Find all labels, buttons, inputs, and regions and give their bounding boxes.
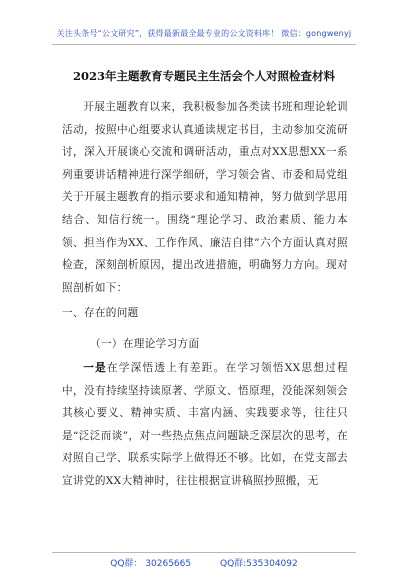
header-banner: 关注头条号“公文研究”，获得最新最全最专业的公文资料库！ 微信：gongwenyj: [56, 29, 352, 38]
footer-qq-group-2: QQ群:535304092: [219, 559, 298, 569]
intro-paragraph: 开展主题教育以来，我积极参加各类读书班和理论轮训活动，按照中心组要求认真通读规定书目，主动参加交流研讨，深入开展谈心交流和调研活动，重点对XX思想XX一系列重要讲话精神进行深学细研，学习领会省、市委和局党组关于开展主题教育的指示要求和通知精神，努力做到学思用结合、知信行统一。围绕“理论学习、政治素质、能力本领、担当作为XX、工作作风、廉洁自律”六个方面认真对照检查，深刻剖析原因，提出改进措施，明确努力方向。现对照剖析如下：: [62, 101, 348, 294]
footer: [0, 556, 408, 569]
document-title: 2023年主题教育专题民主生活会个人对照检查材料: [72, 69, 335, 83]
study-paragraph: [62, 357, 348, 493]
study-paragraph-text: 在学深悟透上有差距。在学习领悟XX思想过程中，没有持续坚持读原著、学原文、悟原理，没能深刻领会其核心要义、精神实质、丰富内涵、实践要求等，往往只是“泛泛而谈”，对一些热点焦点问题缺乏深层次的思考，在对照自己学、联系实际学上做得还不够。比如，在党支部去宣讲党的XX大精神时，往往根据宣讲稿照抄照搬，无: [62, 362, 348, 487]
footer-qq-group-1: QQ群： 30265665: [110, 559, 192, 569]
footer-divider: [52, 552, 356, 553]
section-heading-problems: 一、存在的问题: [62, 307, 139, 319]
subsection-heading-theory-study: （一）在理论学习方面: [90, 338, 200, 350]
header-divider: [52, 44, 356, 45]
study-paragraph-lead: 一是: [83, 362, 107, 374]
